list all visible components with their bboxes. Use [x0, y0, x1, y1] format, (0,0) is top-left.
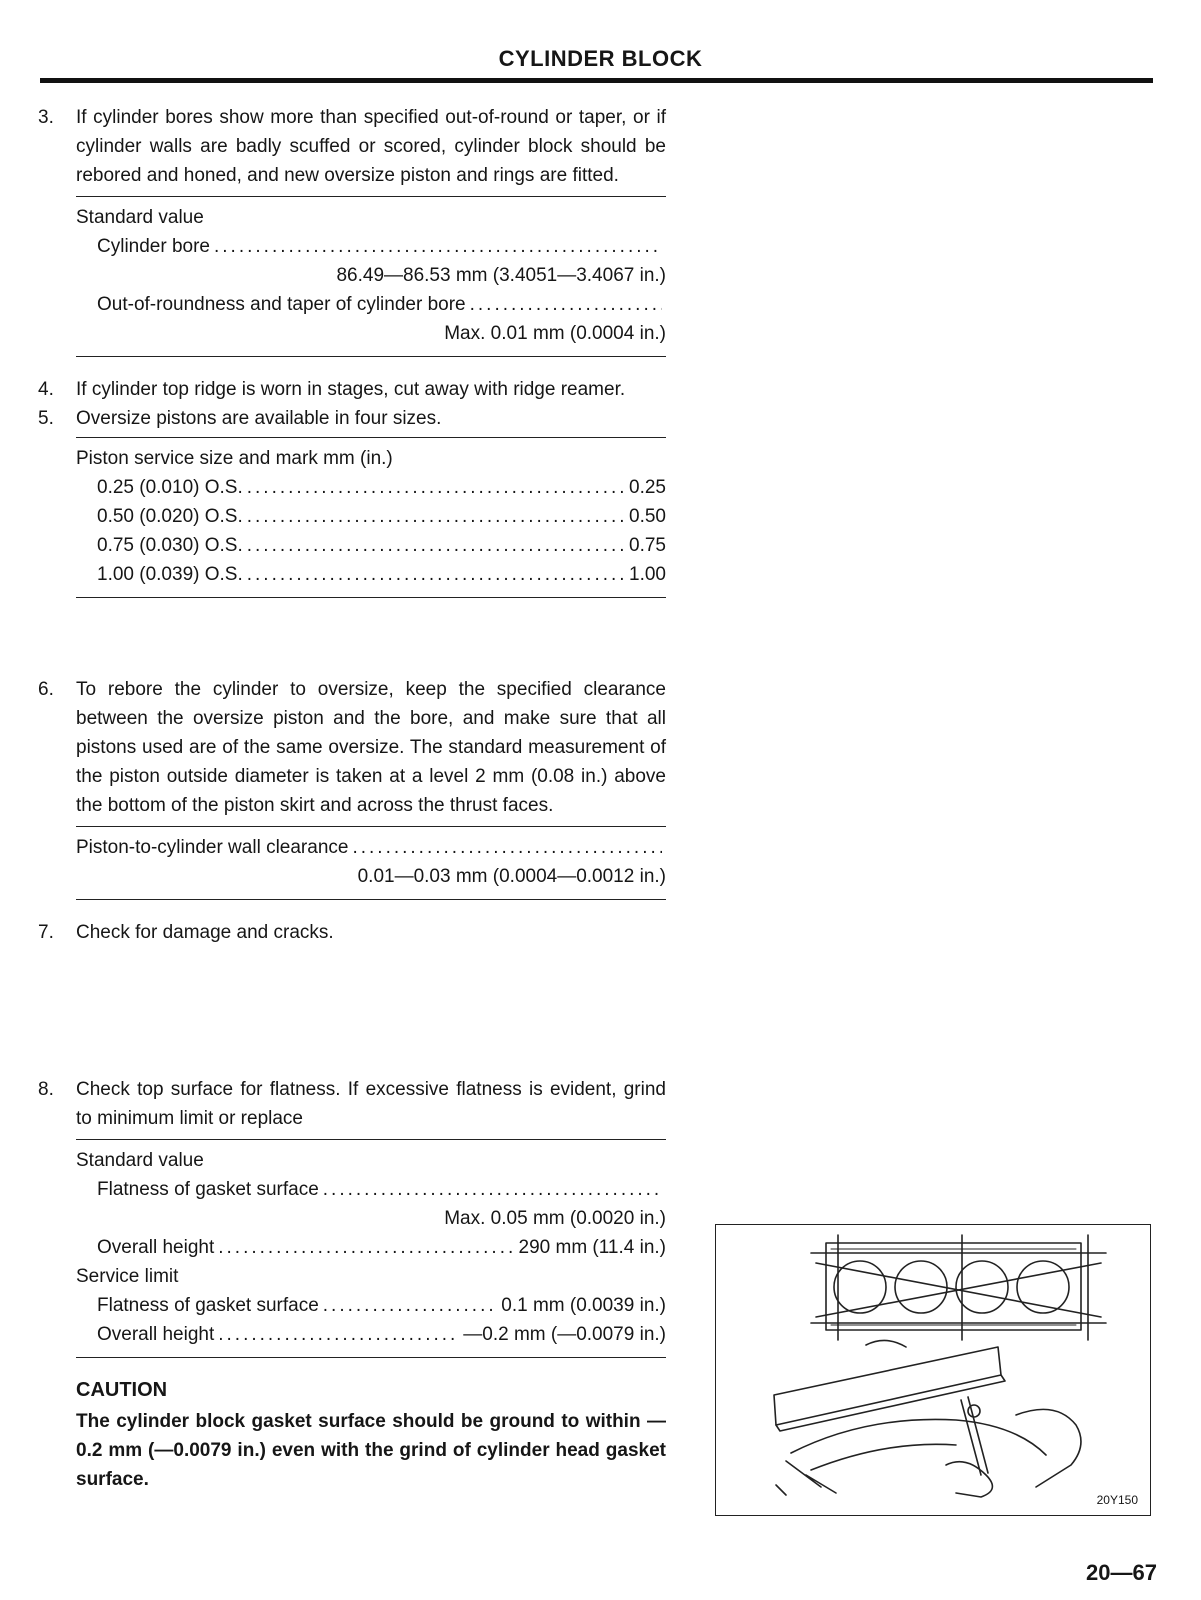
spec-cylinder-bore: [76, 196, 666, 357]
procedure-block-3: [38, 1075, 666, 1494]
spec-value: Max. 0.05 mm (0.0020 in.): [444, 1208, 666, 1229]
spec-label: Cylinder bore: [97, 236, 210, 257]
piston-mark: 0.25: [629, 477, 666, 498]
step-number: 5.: [38, 408, 54, 429]
spec-label: Piston-to-cylinder wall clearance: [76, 837, 349, 858]
spec-row: [76, 232, 666, 261]
spec-row: [76, 290, 666, 319]
dot-leader: [247, 473, 625, 502]
spec-row: [76, 1175, 666, 1204]
step-text: To rebore the cylinder to oversize, keep the specified clearance between the oversize piston and the bore, and make sure that all pistons used are of the same oversize. The standard measurement of the piston outside diameter is taken at a level 2 mm (0.08 in.) above the bottom of the piston skirt and across the thrust faces.: [76, 679, 666, 816]
step-text: Check top surface for flatness. If excessive flatness is evident, grind to minimum limit or replace: [76, 1079, 666, 1129]
step-text: Oversize pistons are available in four sizes.: [76, 408, 442, 429]
spec-value: Max. 0.01 mm (0.0004 in.): [444, 323, 666, 344]
spec-row: [76, 1291, 666, 1320]
piston-size-row: [76, 560, 666, 589]
piston-mark: 0.50: [629, 506, 666, 527]
spec-value: 290 mm (11.4 in.): [518, 1237, 666, 1258]
step-6: [38, 675, 666, 820]
piston-mark: 0.75: [629, 535, 666, 556]
step-4: [38, 375, 666, 404]
spec-label: Overall height: [97, 1324, 215, 1345]
step-7: [38, 918, 666, 947]
spec-label: Overall height: [97, 1237, 215, 1258]
dot-leader: [247, 560, 625, 589]
caution-title: CAUTION: [76, 1379, 168, 1401]
spec-value: 0.01—0.03 mm (0.0004—0.0012 in.): [357, 866, 666, 887]
spec-row: [76, 1233, 666, 1262]
step-number: 8.: [38, 1079, 54, 1100]
dot-leader: [323, 1175, 662, 1204]
flatness-check-figure: [715, 1224, 1151, 1516]
step-number: 7.: [38, 922, 54, 943]
dot-leader: [218, 1233, 514, 1262]
step-number: 6.: [38, 679, 54, 700]
piston-size-row: [76, 502, 666, 531]
spec-label: Flatness of gasket surface: [97, 1295, 319, 1316]
piston-size-row: [76, 473, 666, 502]
dot-leader: [214, 232, 662, 261]
procedure-block-1: [38, 103, 666, 598]
dot-leader: [247, 531, 625, 560]
dot-leader: [247, 502, 625, 531]
spec-label: Out-of-roundness and taper of cylinder bore: [97, 294, 466, 315]
spec-heading: Standard value: [76, 1150, 204, 1171]
spec-value: 0.1 mm (0.0039 in.): [501, 1295, 666, 1316]
spec-heading: Service limit: [76, 1266, 179, 1287]
page-title: CYLINDER BLOCK: [498, 46, 703, 71]
step-text: If cylinder top ridge is worn in stages, cut away with ridge reamer.: [76, 379, 626, 400]
spec-value: —0.2 mm (—0.0079 in.): [463, 1324, 666, 1345]
figure-label: 20Y150: [1096, 1493, 1138, 1507]
step-5: [38, 404, 666, 433]
header-rule: [40, 78, 1153, 83]
dot-leader: [352, 833, 662, 862]
step-8: [38, 1075, 666, 1133]
spec-heading: Piston service size and mark mm (in.): [76, 448, 393, 469]
piston-size: 1.00 (0.039) O.S.: [97, 564, 243, 585]
piston-size: 0.50 (0.020) O.S.: [97, 506, 243, 527]
step-number: 4.: [38, 379, 54, 400]
dot-leader: [323, 1291, 497, 1320]
spec-heading: Standard value: [76, 207, 204, 228]
spec-piston-sizes: [76, 437, 666, 598]
spec-label: Flatness of gasket surface: [97, 1179, 319, 1200]
step-number: 3.: [38, 107, 54, 128]
cylinder-block-illustration: [716, 1225, 1149, 1514]
caution-box: [76, 1376, 666, 1494]
spec-value: 86.49—86.53 mm (3.4051—3.4067 in.): [336, 265, 666, 286]
dot-leader: [470, 290, 662, 319]
spec-row: [76, 833, 666, 862]
piston-size: 0.25 (0.010) O.S.: [97, 477, 243, 498]
caution-text: The cylinder block gasket surface should be ground to within —0.2 mm (—0.0079 in.) even with the grind of cylinder head gasket surface.: [76, 1411, 666, 1490]
spec-clearance: [76, 826, 666, 900]
step-text: If cylinder bores show more than specified out-of-round or taper, or if cylinder walls are badly scuffed or scored, cylinder block should be rebored and honed, and new oversize piston and rings are fitted.: [76, 107, 666, 186]
procedure-block-2: [38, 675, 666, 947]
piston-mark: 1.00: [629, 564, 666, 585]
piston-size: 0.75 (0.030) O.S.: [97, 535, 243, 556]
piston-size-row: [76, 531, 666, 560]
spec-row: [76, 1320, 666, 1349]
step-text: Check for damage and cracks.: [76, 922, 334, 943]
step-3: [38, 103, 666, 190]
page-number: 20—67: [1086, 1560, 1157, 1585]
dot-leader: [218, 1320, 459, 1349]
spec-flatness: [76, 1139, 666, 1358]
